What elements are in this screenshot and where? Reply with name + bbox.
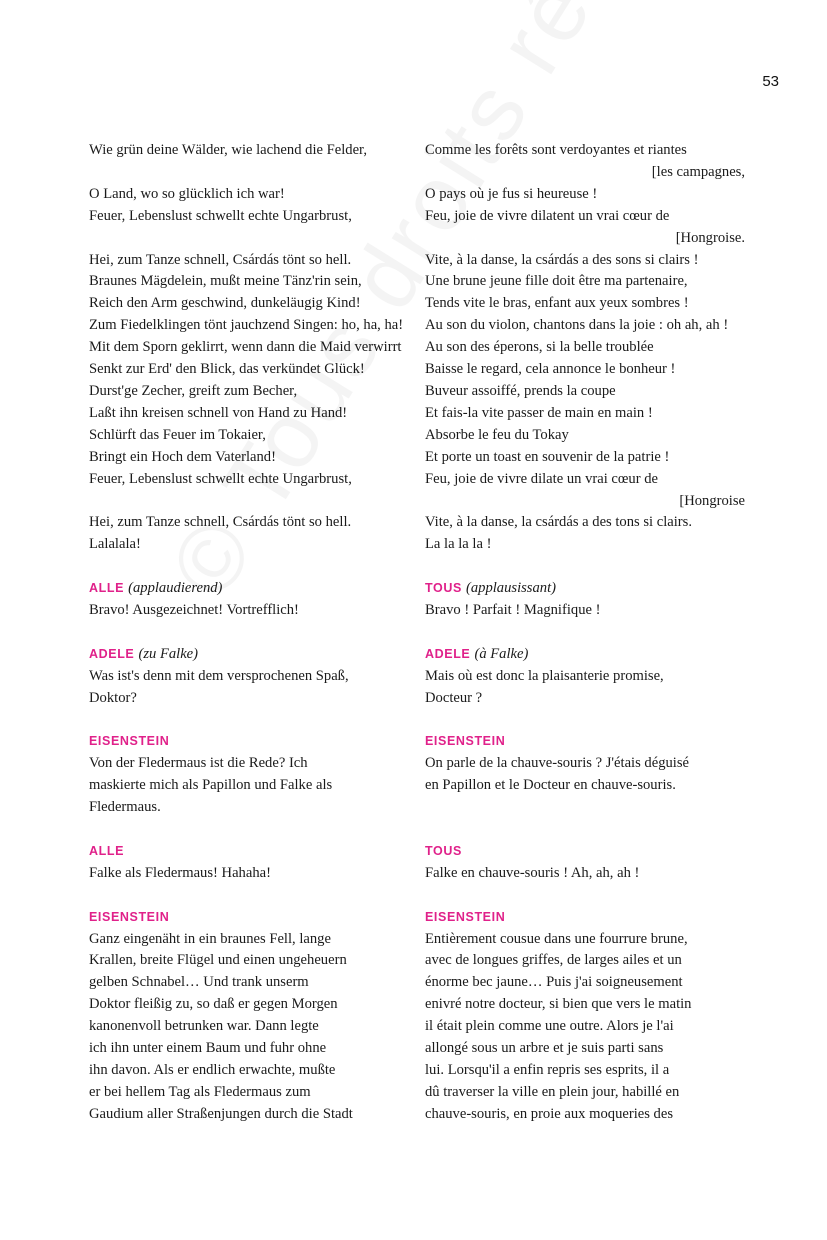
verse-line: Vite, à la danse, la csárdás a des sons si clairs ! xyxy=(425,251,699,268)
verse-line: Feu, joie de vivre dilatent un vrai cœur de xyxy=(425,207,670,224)
verse-line: O Land, wo so glücklich ich war! xyxy=(89,185,285,202)
speaker-label: EISENSTEIN xyxy=(425,909,506,924)
speaker-name xyxy=(425,907,745,929)
blank-line xyxy=(89,162,409,184)
speaker-label: ALLE xyxy=(89,581,125,596)
speaker-label: ADELE xyxy=(89,646,135,661)
verse-line: Hei, zum Tanze schnell, Csárdás tönt so hell. xyxy=(89,514,352,531)
dialogue-line: lui. Lorsqu'il a enfin repris ses esprits, il a xyxy=(425,1061,670,1078)
block-song1 xyxy=(425,140,745,556)
section-gap xyxy=(425,885,745,907)
verse-line: [les campagnes, xyxy=(651,163,745,180)
speaker-label: TOUS xyxy=(425,843,462,858)
verse-line: Au son du violon, chantons dans la joie : oh ah, ah ! xyxy=(425,317,729,334)
block-tous1 xyxy=(425,578,745,622)
dialogue-line: il était plein comme une outre. Alors je l'ai xyxy=(425,1018,674,1035)
dialogue-line: gelben Schnabel… Und trank unserm xyxy=(89,974,309,991)
block-eisenstein2 xyxy=(425,907,745,1126)
dialogue-line: en Papillon et le Docteur en chauve-souris. xyxy=(425,777,676,794)
speaker-name xyxy=(425,644,745,666)
section-gap xyxy=(89,709,409,731)
speaker-label: ADELE xyxy=(425,646,471,661)
dialogue-line: Falke als Fledermaus! Hahaha! xyxy=(89,864,271,881)
dialogue-line: Was ist's denn mit dem versprochenen Spaß, xyxy=(89,667,349,684)
verse-line: [Hongroise. xyxy=(675,229,745,246)
verse-line: Zum Fiedelklingen tönt jauchzend Singen: ho, ha, ha! xyxy=(89,317,404,334)
verse-line: Braunes Mägdelein, mußt meine Tänz'rin sein, xyxy=(89,273,362,290)
block-song1 xyxy=(89,140,409,556)
speaker-name xyxy=(89,644,409,666)
blank-line xyxy=(425,797,745,819)
stage-direction: (applaudierend) xyxy=(128,580,223,597)
verse-line: Absorbe le feu du Tokay xyxy=(425,426,569,443)
dialogue-line: Entièrement cousue dans une fourrure brune, xyxy=(425,930,688,947)
german-column xyxy=(89,140,409,1126)
section-gap xyxy=(89,622,409,644)
dialogue-line: Falke en chauve-souris ! Ah, ah, ah ! xyxy=(425,864,640,881)
stage-direction: (zu Falke) xyxy=(138,645,199,662)
block-eisenstein1 xyxy=(425,731,745,819)
verse-line: Bringt ein Hoch dem Vaterland! xyxy=(89,448,276,465)
verse-line: Senkt zur Erd' den Blick, das verkündet Glück! xyxy=(89,361,365,378)
blank-line xyxy=(89,490,409,512)
speaker-label: EISENSTEIN xyxy=(89,734,170,749)
dialogue-line: Mais où est donc la plaisanterie promise, xyxy=(425,667,664,684)
section-gap xyxy=(425,622,745,644)
verse-line: Comme les forêts sont verdoyantes et riantes xyxy=(425,142,687,158)
verse-line: Buveur assoiffé, prends la coupe xyxy=(425,382,616,399)
speaker-name xyxy=(425,578,745,600)
verse-line: Feuer, Lebenslust schwellt echte Ungarbrust, xyxy=(89,470,352,487)
speaker-label: ALLE xyxy=(89,843,125,858)
dialogue-line: Doktor fleißig zu, so daß er gegen Morgen xyxy=(89,996,338,1013)
dialogue-line: avec de longues griffes, de larges ailes et un xyxy=(425,952,682,969)
dialogue-line: ihn davon. Als er endlich erwachte, mußte xyxy=(89,1061,336,1078)
verse-line: Feuer, Lebenslust schwellt echte Ungarbrust, xyxy=(89,207,352,224)
verse-line: [Hongroise xyxy=(679,492,745,509)
section-gap xyxy=(89,556,409,578)
page-number: 53 xyxy=(762,73,779,90)
dialogue-line: chauve-souris, en proie aux moqueries des xyxy=(425,1105,674,1122)
dialogue-line: Docteur ? xyxy=(425,689,483,706)
dialogue-line: allongé sous un arbre et je suis parti sans xyxy=(425,1040,664,1057)
dialogue-line: On parle de la chauve-souris ? J'étais déguisé xyxy=(425,755,690,772)
dialogue-line: Doktor? xyxy=(89,689,137,706)
stage-direction: (applausissant) xyxy=(465,580,556,597)
verse-line: Et fais-la vite passer de main en main ! xyxy=(425,404,653,421)
dialogue-line: Krallen, breite Flügel und einen ungeheuern xyxy=(89,952,347,969)
dialogue-line: Fledermaus. xyxy=(89,799,161,816)
verse-line: Au son des éperons, si la belle troublée xyxy=(425,339,654,356)
dialogue-line: Ganz eingenäht in ein braunes Fell, lange xyxy=(89,930,331,947)
verse-line: Durst'ge Zecher, greift zum Becher, xyxy=(89,382,298,399)
speaker-label: TOUS xyxy=(425,581,462,596)
french-column xyxy=(425,140,745,1126)
speaker-name xyxy=(89,841,409,863)
speaker-name xyxy=(89,731,409,753)
verse-line: Wie grün deine Wälder, wie lachend die Felder, xyxy=(89,142,367,158)
block-adele xyxy=(89,644,409,710)
section-gap xyxy=(425,556,745,578)
speaker-name xyxy=(89,578,409,600)
section-gap xyxy=(425,710,745,732)
dialogue-line: kanonenvoll betrunken war. Dann legte xyxy=(89,1018,319,1035)
block-alle1 xyxy=(89,578,409,622)
dialogue-line: maskierte mich als Papillon und Falke als xyxy=(89,777,333,794)
verse-line: Reich den Arm geschwind, dunkeläugig Kind! xyxy=(89,295,361,312)
section-gap xyxy=(425,819,745,841)
dialogue-line: Bravo ! Parfait ! Magnifique ! xyxy=(425,602,601,619)
block-alle2 xyxy=(89,841,409,885)
verse-line: Mit dem Sporn geklirrt, wenn dann die Maid verwirrt xyxy=(89,339,402,356)
block-eisenstein2 xyxy=(89,907,409,1126)
dialogue-line: Bravo! Ausgezeichnet! Vortrefflich! xyxy=(89,601,299,618)
block-adele xyxy=(425,644,745,710)
block-tous2 xyxy=(425,841,745,885)
dialogue-line: énorme bec jaune… Puis j'ai soigneusement xyxy=(425,974,683,991)
dialogue-line: enivré notre docteur, si bien que vers le matin xyxy=(425,996,692,1013)
verse-line: Schlürft das Feuer im Tokaier, xyxy=(89,426,266,443)
dialogue-line: Gaudium aller Straßenjungen durch die Stadt xyxy=(89,1105,353,1122)
dialogue-line: er bei hellem Tag als Fledermaus zum xyxy=(89,1083,311,1100)
dialogue-line: ich ihn unter einem Baum und fuhr ohne xyxy=(89,1040,327,1057)
section-gap xyxy=(89,885,409,907)
dialogue-line: Von der Fledermaus ist die Rede? Ich xyxy=(89,755,308,772)
verse-line: Baisse le regard, cela annonce le bonheur ! xyxy=(425,361,676,378)
speaker-name xyxy=(425,731,745,753)
section-gap xyxy=(89,819,409,841)
verse-line: Lalalala! xyxy=(89,536,141,553)
speaker-name xyxy=(425,841,745,863)
verse-line: Tends vite le bras, enfant aux yeux sombres ! xyxy=(425,295,689,312)
verse-line: Laßt ihn kreisen schnell von Hand zu Hand! xyxy=(89,404,348,421)
stage-direction: (à Falke) xyxy=(474,645,529,662)
speaker-label: EISENSTEIN xyxy=(425,734,506,749)
speaker-label: EISENSTEIN xyxy=(89,909,170,924)
verse-line: O pays où je fus si heureuse ! xyxy=(425,185,598,202)
dialogue-line: dû traverser la ville en plein jour, habillé en xyxy=(425,1083,680,1100)
block-eisenstein1 xyxy=(89,731,409,819)
verse-line: Vite, à la danse, la csárdás a des tons si clairs. xyxy=(425,514,692,531)
verse-line: Feu, joie de vivre dilate un vrai cœur de xyxy=(425,470,659,487)
blank-line xyxy=(89,228,409,250)
verse-line: Et porte un toast en souvenir de la patrie ! xyxy=(425,448,670,465)
verse-line: Une brune jeune fille doit être ma partenaire, xyxy=(425,273,688,290)
verse-line: La la la la ! xyxy=(425,536,492,553)
speaker-name xyxy=(89,907,409,929)
verse-line: Hei, zum Tanze schnell, Csárdás tönt so hell. xyxy=(89,251,352,268)
